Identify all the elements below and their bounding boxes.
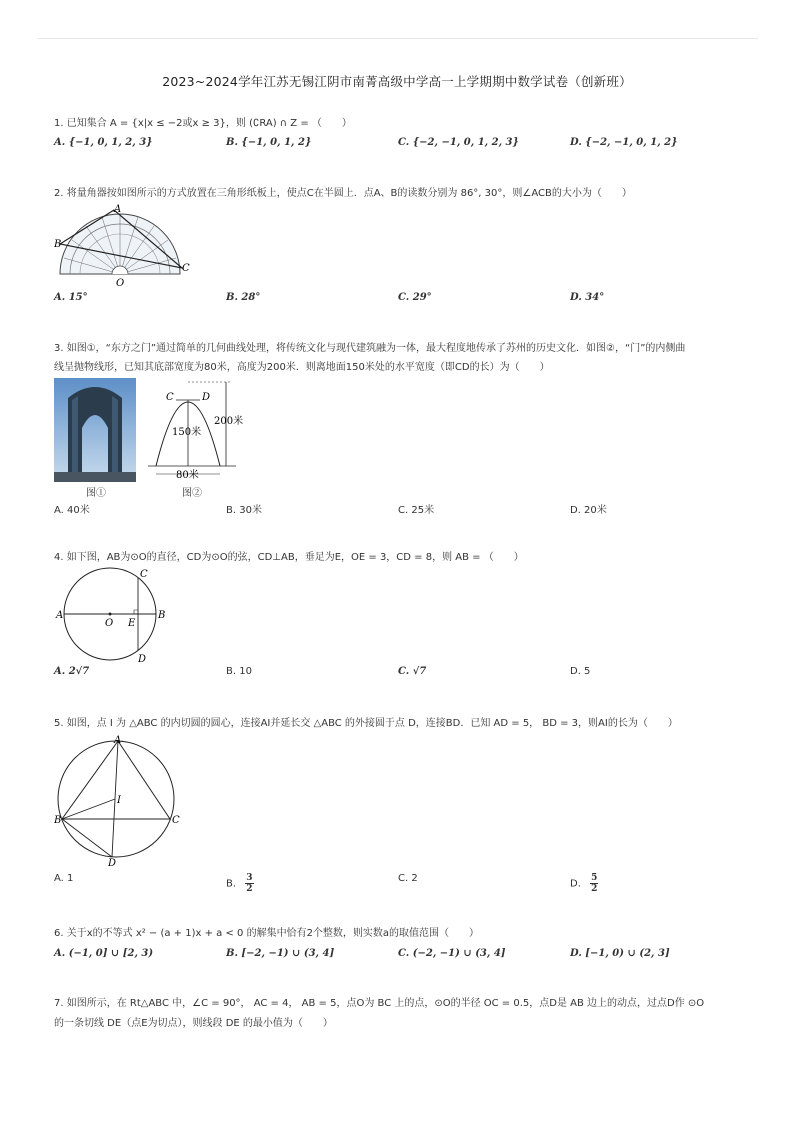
question-4-options: [54, 666, 754, 682]
option-b[interactable]: B. 30米: [226, 505, 262, 516]
option-b[interactable]: B. [−2, −1) ∪ (3, 4]: [226, 948, 335, 959]
parabola-figure: [140, 378, 250, 482]
option-a[interactable]: A. (−1, 0] ∪ [2, 3): [54, 948, 154, 959]
label-b: B: [54, 815, 62, 826]
option-d[interactable]: D. 20米: [570, 505, 607, 516]
question-3-stem-line2: 线呈抛物线形，已知其底部宽度为80米，高度为200米．则离地面150米处的水平宽度（即CD的长）为（ ）: [54, 362, 550, 373]
fraction: [245, 873, 253, 894]
option-c[interactable]: C. {−2, −1, 0, 1, 2, 3}: [398, 137, 519, 148]
option-b[interactable]: [226, 873, 254, 894]
option-b[interactable]: B. 10: [226, 666, 252, 677]
option-c[interactable]: C. √7: [398, 666, 427, 677]
label-c: C: [166, 392, 174, 403]
question-2-options: [54, 292, 754, 308]
option-b-label: B.: [226, 878, 237, 890]
option-a[interactable]: A. {−1, 0, 1, 2, 3}: [54, 137, 153, 148]
option-d[interactable]: D. [−1, 0) ∪ (2, 3]: [570, 948, 670, 959]
option-d[interactable]: D. 5: [570, 666, 591, 677]
option-d[interactable]: D. 34°: [570, 292, 605, 303]
option-b[interactable]: B. {−1, 0, 1, 2}: [226, 137, 312, 148]
header-divider: [38, 38, 758, 39]
label-d: D: [202, 392, 211, 403]
option-c[interactable]: C. 2: [398, 873, 418, 884]
option-c[interactable]: C. 29°: [398, 292, 432, 303]
page-title: 2023~2024学年江苏无锡江阴市南菁高级中学高一上学期期中数学试卷（创新班）: [162, 74, 632, 89]
protractor-figure: [54, 202, 194, 290]
label-b: B: [158, 610, 166, 621]
option-a[interactable]: A. 40米: [54, 505, 90, 516]
fraction-denominator: 2: [591, 884, 598, 894]
fraction-denominator: 2: [246, 884, 253, 894]
label-i: I: [117, 795, 121, 806]
fraction-numerator: 5: [591, 873, 598, 883]
label-a: A: [114, 204, 122, 215]
question-6-stem: 6. 关于x的不等式 x² − (a + 1)x + a < 0 的解集中恰有2个整数，则实数a的取值范围（ ）: [54, 928, 480, 939]
option-d-label: D.: [570, 878, 581, 890]
question-1-options: [54, 137, 754, 153]
question-3-stem-line1: 3. 如图①，“东方之门”通过简单的几何曲线处理，将传统文化与现代建筑融为一体，最大程度地传承了苏州的历史文化．如图②，“门”的内侧曲: [54, 343, 686, 354]
label-a: A: [114, 735, 122, 746]
fraction-numerator: 3: [246, 873, 253, 883]
circle-chord-figure: [54, 566, 174, 664]
option-d[interactable]: [570, 873, 598, 894]
label-d: D: [138, 654, 147, 664]
question-7-stem-line2: 的一条切线 DE（点E为切点），则线段 DE 的最小值为（ ）: [54, 1018, 333, 1029]
fraction: [590, 873, 598, 894]
caption-figure-2: 图②: [182, 488, 202, 499]
label-a: A: [56, 610, 64, 621]
option-d[interactable]: D. {−2, −1, 0, 1, 2}: [570, 137, 678, 148]
label-d: D: [108, 858, 117, 867]
label-c: C: [172, 815, 180, 826]
question-5-stem: 5. 如图，点 I 为 △ABC 的内切圆的圆心，连接AI并延长交 △ABC 的外接圆于点 D，连接BD．已知 AD = 5， BD = 3，则AI的长为（ ）: [54, 718, 678, 729]
label-150m: 150米: [172, 427, 202, 438]
option-c[interactable]: C. (−2, −1) ∪ (3, 4]: [398, 948, 506, 959]
question-1-stem: 1. 已知集合 A = {x|x ≤ −2或x ≥ 3}，则 (∁RA) ∩ Z = （ ）: [54, 118, 352, 129]
label-b: B: [54, 239, 62, 250]
label-80m: 80米: [176, 470, 199, 481]
question-7-stem-line1: 7. 如图所示，在 Rt△ABC 中，∠C = 90°， AC = 4， AB = 5，点O为 BC 上的点，⊙O的半径 OC = 0.5，点D是 AB 边上的动点，过点D作 ⊙O: [54, 998, 705, 1009]
label-o: O: [105, 618, 114, 629]
option-a[interactable]: A. 15°: [54, 292, 88, 303]
question-4-stem: 4. 如下图，AB为⊙O的直径，CD为⊙O的弦，CD⊥AB，垂足为E，OE = 3，CD = 8，则 AB = （ ）: [54, 552, 524, 563]
caption-figure-1: 图①: [86, 488, 106, 499]
question-2-stem: 2. 将量角器按如图所示的方式放置在三角形纸板上，使点C在半圆上．点A、B的读数分别为 86°, 30°，则∠ACB的大小为（ ）: [54, 188, 632, 199]
option-a[interactable]: A. 1: [54, 873, 74, 884]
incircle-figure: [54, 733, 184, 867]
option-a[interactable]: A. 2√7: [54, 666, 90, 677]
option-c[interactable]: C. 25米: [398, 505, 435, 516]
label-c: C: [182, 263, 190, 274]
gate-photo: [54, 378, 136, 482]
question-6-options: [54, 948, 754, 964]
label-o: O: [116, 278, 125, 289]
question-3-options: [54, 501, 754, 517]
label-e: E: [128, 618, 136, 629]
option-b[interactable]: B. 28°: [226, 292, 261, 303]
label-200m: 200米: [214, 416, 244, 427]
label-c: C: [140, 569, 148, 580]
question-5-options: [54, 873, 754, 897]
